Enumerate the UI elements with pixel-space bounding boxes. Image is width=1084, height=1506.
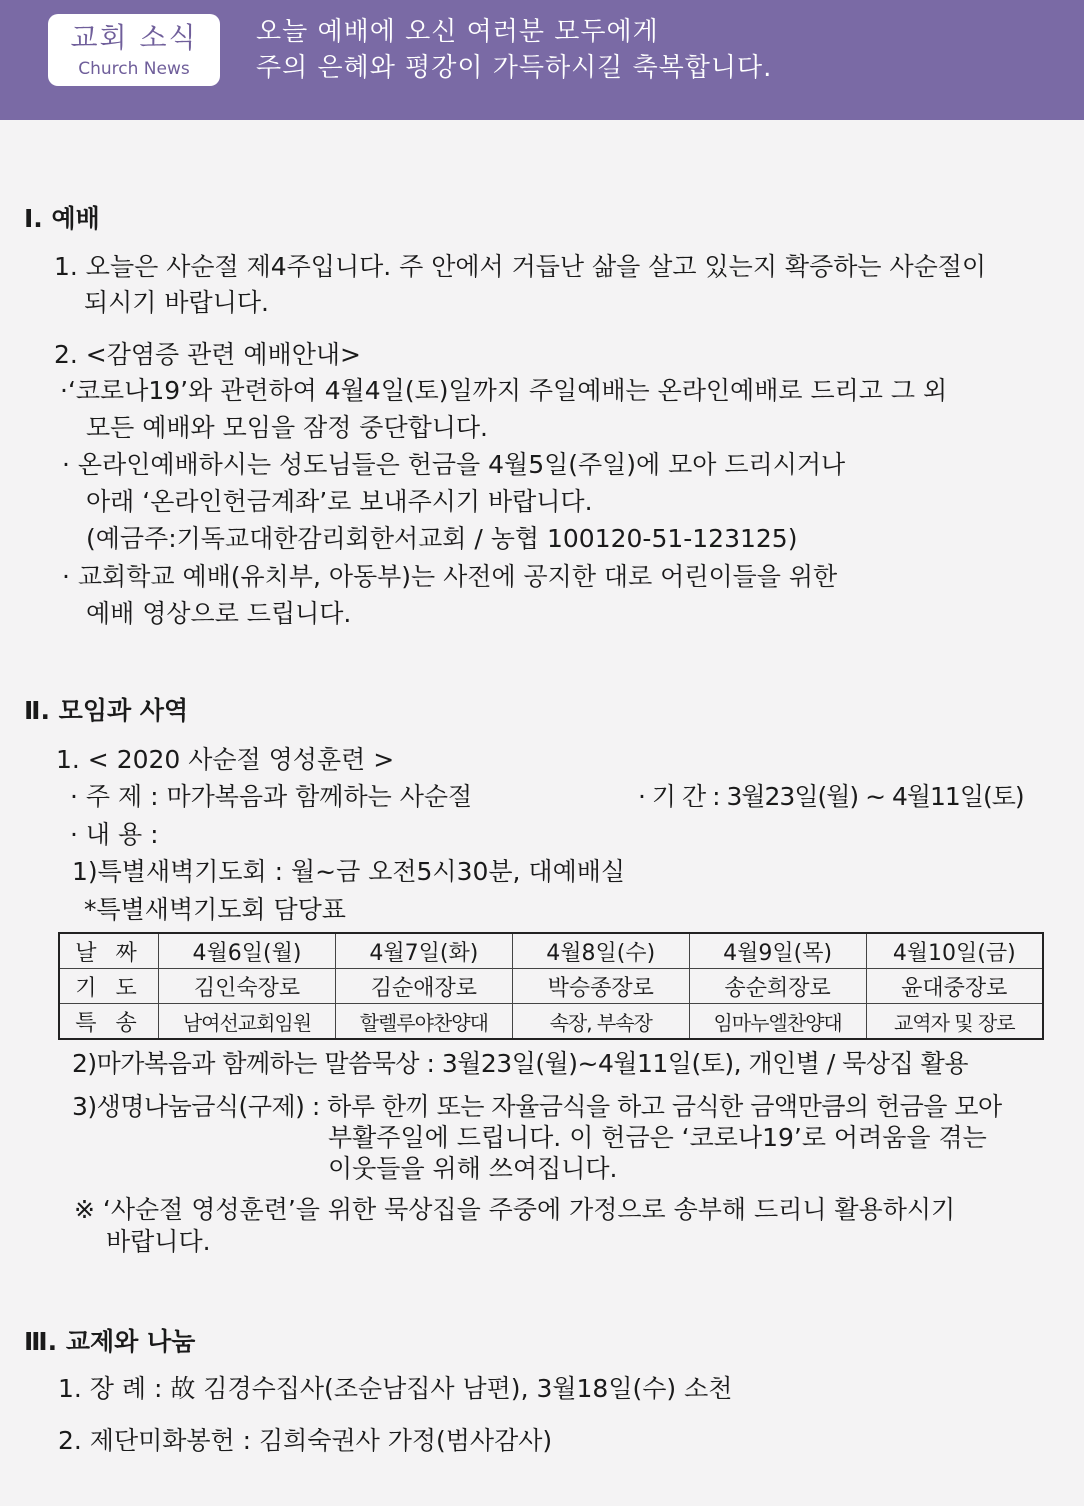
table-header-cell: 4월9일(목) [689, 933, 866, 969]
table-header-cell: 4월8일(수) [512, 933, 689, 969]
s2-sub3-line1: 3)생명나눔금식(구제) : 하루 한끼 또는 자율금식을 하고 금식한 금액만큼의 헌금을 모아 [72, 1092, 1002, 1121]
s2-item1-title: 1. < 2020 사순절 영성훈련 > [56, 745, 395, 774]
s3-item2: 2. 제단미화봉헌 : 김희숙권사 가정(범사감사) [58, 1426, 553, 1455]
s2-content-label: · 내 용 : [70, 820, 159, 849]
table-cell: 남여선교회임원 [159, 1004, 336, 1040]
table-cell: 속장, 부속장 [512, 1004, 689, 1040]
s1-bullet2-line3: (예금주:기독교대한감리회한서교회 / 농협 100120-51-123125) [86, 524, 798, 553]
greeting-line-2: 주의 은혜와 평강이 가득하시길 축복합니다. [256, 53, 773, 83]
badge-subtitle: Church News [78, 59, 190, 79]
table-header-cell: 4월7일(화) [335, 933, 512, 969]
table-cell: 특 송 [59, 1004, 159, 1040]
table-row-special-song [59, 1004, 1043, 1040]
s1-bullet2-line2: 아래 ‘온라인헌금계좌’로 보내주시기 바랍니다. [86, 487, 593, 516]
table-header-cell: 4월6일(월) [159, 933, 336, 969]
s1-item1-line2: 되시기 바랍니다. [84, 288, 269, 317]
badge-title: 교회 소식 [70, 21, 198, 54]
table-header-cell: 4월10일(금) [866, 933, 1043, 969]
header-banner [0, 0, 1084, 120]
s2-sub3-line2: 부활주일에 드립니다. 이 헌금은 ‘코로나19’로 어려움을 겪는 [328, 1123, 987, 1152]
s1-bullet3-line1: · 교회학교 예배(유치부, 아동부)는 사전에 공지한 대로 어린이들을 위한 [62, 562, 838, 591]
table-cell: 교역자 및 장로 [866, 1004, 1043, 1040]
s1-bullet1-line2: 모든 예배와 모임을 잠정 중단합니다. [86, 413, 488, 442]
table-cell: 임마누엘찬양대 [689, 1004, 866, 1040]
table-cell: 윤대중장로 [866, 969, 1043, 1004]
s1-item1-line1: 1. 오늘은 사순절 제4주입니다. 주 안에서 거듭난 삶을 살고 있는지 확증하는 사순절이 [54, 252, 987, 281]
s2-sub2: 2)마가복음과 함께하는 말씀묵상 : 3월23일(월)~4월11일(토), 개인별 / 묵상집 활용 [72, 1049, 968, 1078]
s1-bullet1-line1: ·‘코로나19’와 관련하여 4월4일(토)일까지 주일예배는 온라인예배로 드리고 그 외 [60, 376, 948, 405]
s2-table-caption: *특별새벽기도회 담당표 [84, 895, 346, 924]
table-row-prayer [59, 969, 1043, 1004]
section-1-heading: Ⅰ. 예배 [24, 204, 100, 233]
s2-note-line1: ※ ‘사순절 영성훈련’을 위한 묵상집을 주중에 가정으로 송부해 드리니 활용하시기 [74, 1195, 956, 1224]
s1-item2-title: 2. <감염증 관련 예배안내> [54, 340, 361, 369]
table-header-cell: 날 짜 [59, 933, 159, 969]
table-cell: 박승종장로 [512, 969, 689, 1004]
table-cell: 김순애장로 [335, 969, 512, 1004]
table-cell: 기 도 [59, 969, 159, 1004]
greeting [256, 14, 772, 86]
table-cell: 송순희장로 [689, 969, 866, 1004]
prayer-schedule-table [58, 932, 1044, 1040]
s2-note-line2: 바랍니다. [106, 1227, 211, 1256]
s2-sub1: 1)특별새벽기도회 : 월~금 오전5시30분, 대예배실 [72, 857, 626, 886]
section-2-heading: Ⅱ. 모임과 사역 [24, 696, 189, 725]
s2-period: · 기 간 : 3월23일(월) ~ 4월11일(토) [638, 782, 1024, 811]
table-cell: 할렐루야찬양대 [335, 1004, 512, 1040]
s1-bullet2-line1: · 온라인예배하시는 성도님들은 헌금을 4월5일(주일)에 모아 드리시거나 [62, 450, 846, 479]
table-row-dates [59, 933, 1043, 969]
s2-theme: · 주 제 : 마가복음과 함께하는 사순절 [70, 782, 473, 811]
church-news-badge [48, 14, 220, 86]
s1-bullet3-line2: 예배 영상으로 드립니다. [86, 599, 352, 628]
s3-item1: 1. 장 례 : 故 김경수집사(조순남집사 남편), 3월18일(수) 소천 [58, 1374, 733, 1403]
s2-sub3-line3: 이웃들을 위해 쓰여집니다. [328, 1154, 618, 1183]
table-cell: 김인숙장로 [159, 969, 336, 1004]
section-3-heading: Ⅲ. 교제와 나눔 [24, 1327, 196, 1356]
greeting-line-1: 오늘 예배에 오신 여러분 모두에게 [256, 17, 659, 47]
